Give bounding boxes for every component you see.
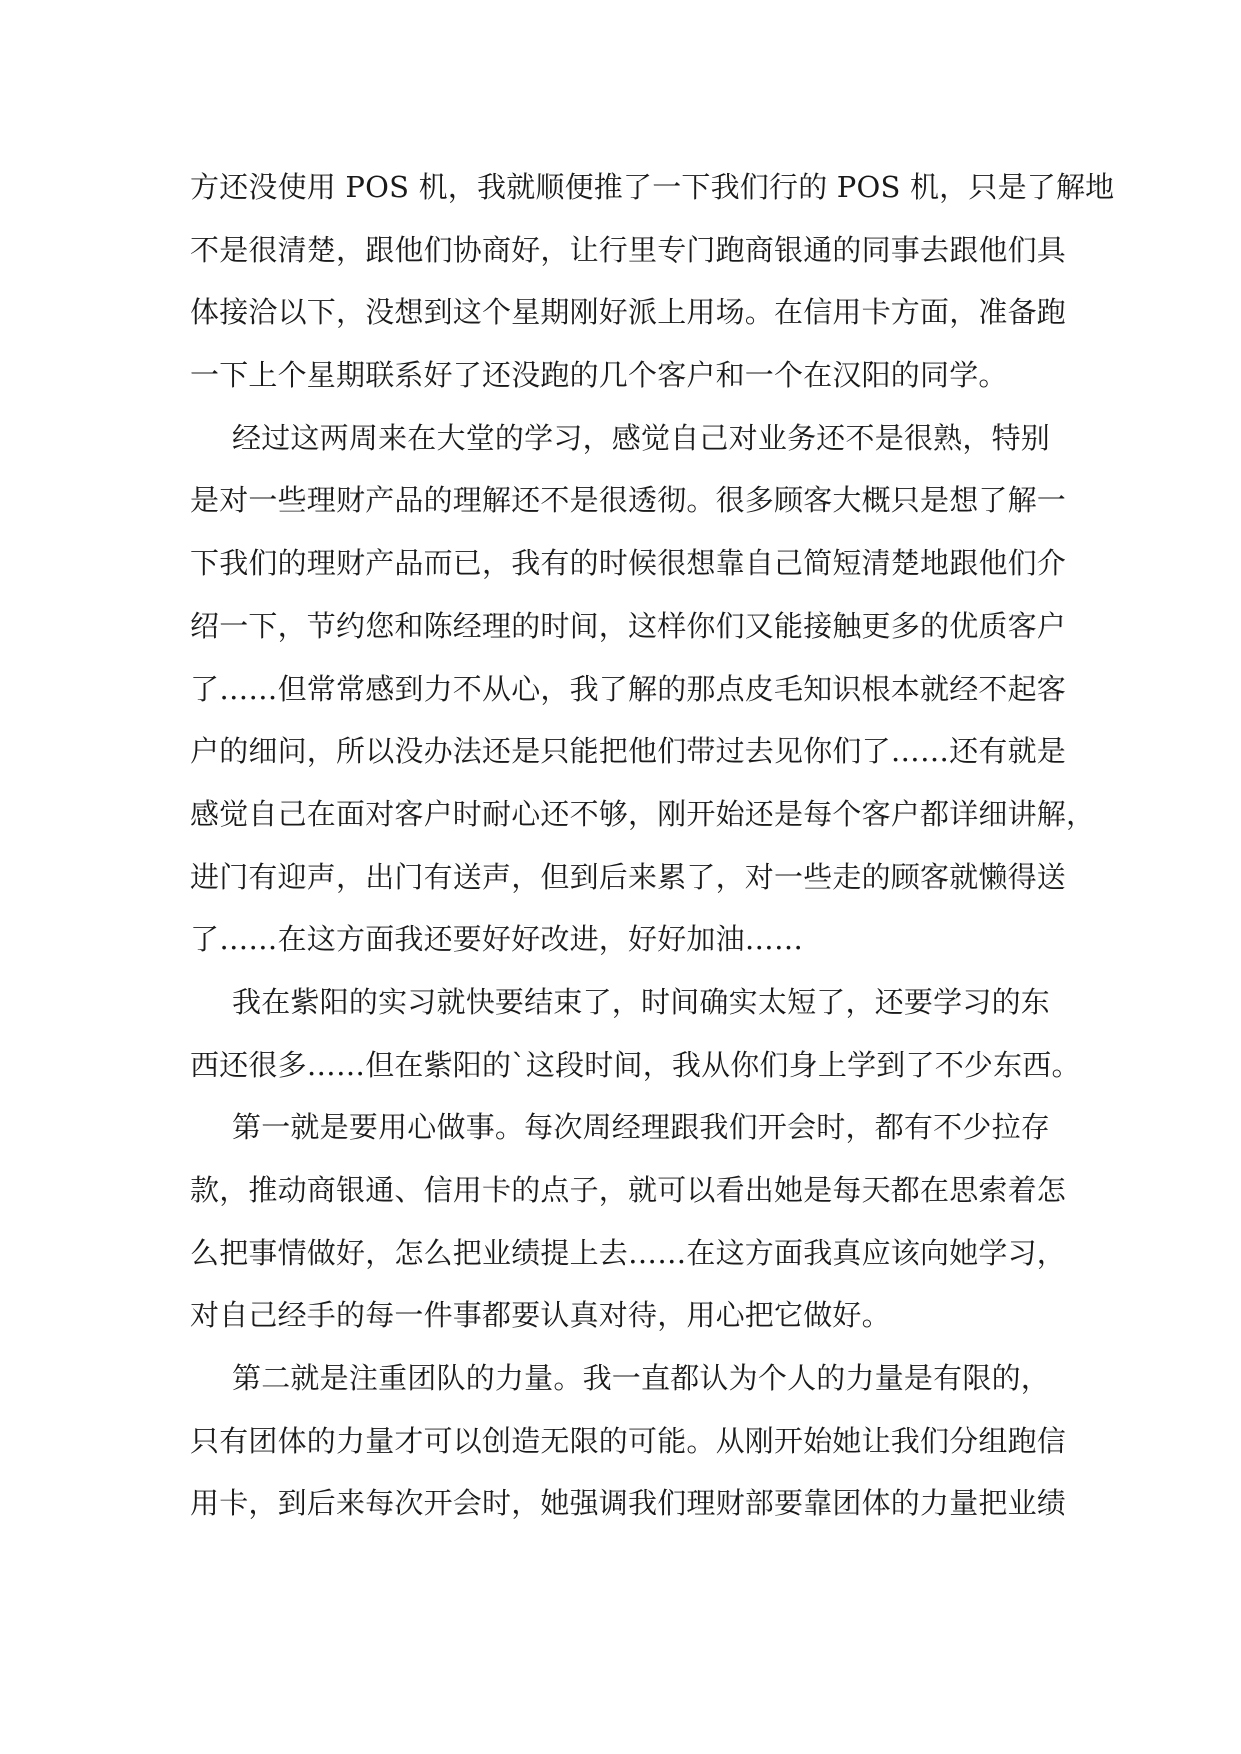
text-line: 经过这两周来在大堂的学习，感觉自己对业务还不是很熟，特别 [232,420,1050,455]
text-line: 不是很清楚，跟他们协商好，让行里专门跑商银通的同事去跟他们具 [190,232,1067,267]
text-line: 方还没使用 POS 机，我就顺便推了一下我们行的 POS 机，只是了解地 [190,170,1115,204]
text-line: 西还很多……但在紫阳的`这段时间，我从你们身上学到了不少东西。 [190,1047,1081,1082]
text-line: 了……在这方面我还要好好改进，好好加油…… [190,922,804,957]
text-line: 第一就是要用心做事。每次周经理跟我们开会时，都有不少拉存 [232,1110,1050,1145]
text-line: 么把事情做好，怎么把业绩提上去……在这方面我真应该向她学习， [190,1235,1067,1270]
text-line: 是对一些理财产品的理解还不是很透彻。很多顾客大概只是想了解一 [190,483,1067,518]
text-line: 第二就是注重团队的力量。我一直都认为个人的力量是有限的， [232,1361,1050,1396]
text-line: 我在紫阳的实习就快要结束了，时间确实太短了，还要学习的东 [232,984,1050,1019]
text-line: 户的细问，所以没办法还是只能把他们带过去见你们了……还有就是 [190,734,1067,769]
text-line: 一下上个星期联系好了还没跑的几个客户和一个在汉阳的同学。 [190,358,1008,393]
text-line: 款，推动商银通、信用卡的点子，就可以看出她是每天都在思索着怎 [190,1173,1067,1207]
text-line: 了……但常常感到力不从心，我了解的那点皮毛知识根本就经不起客 [190,671,1067,706]
text-line: 只有团体的力量才可以创造无限的可能。从刚开始她让我们分组跑信 [190,1423,1067,1458]
text-line: 对自己经手的每一件事都要认真对待，用心把它做好。 [190,1298,891,1333]
text-line: 用卡，到后来每次开会时，她强调我们理财部要靠团体的力量把业绩 [190,1486,1067,1521]
text-line: 体接洽以下，没想到这个星期刚好派上用场。在信用卡方面，准备跑 [190,295,1067,330]
text-line: 进门有迎声，出门有送声，但到后来累了，对一些走的顾客就懒得送 [190,859,1067,894]
text-line: 下我们的理财产品而已，我有的时候很想靠自己简短清楚地跟他们介 [190,546,1067,581]
body-text [190,156,1115,1535]
text-line: 感觉自己在面对客户时耐心还不够，刚开始还是每个客户都详细讲解， [190,796,1096,831]
text-line: 绍一下，节约您和陈经理的时间，这样你们又能接触更多的优质客户 [190,608,1067,643]
